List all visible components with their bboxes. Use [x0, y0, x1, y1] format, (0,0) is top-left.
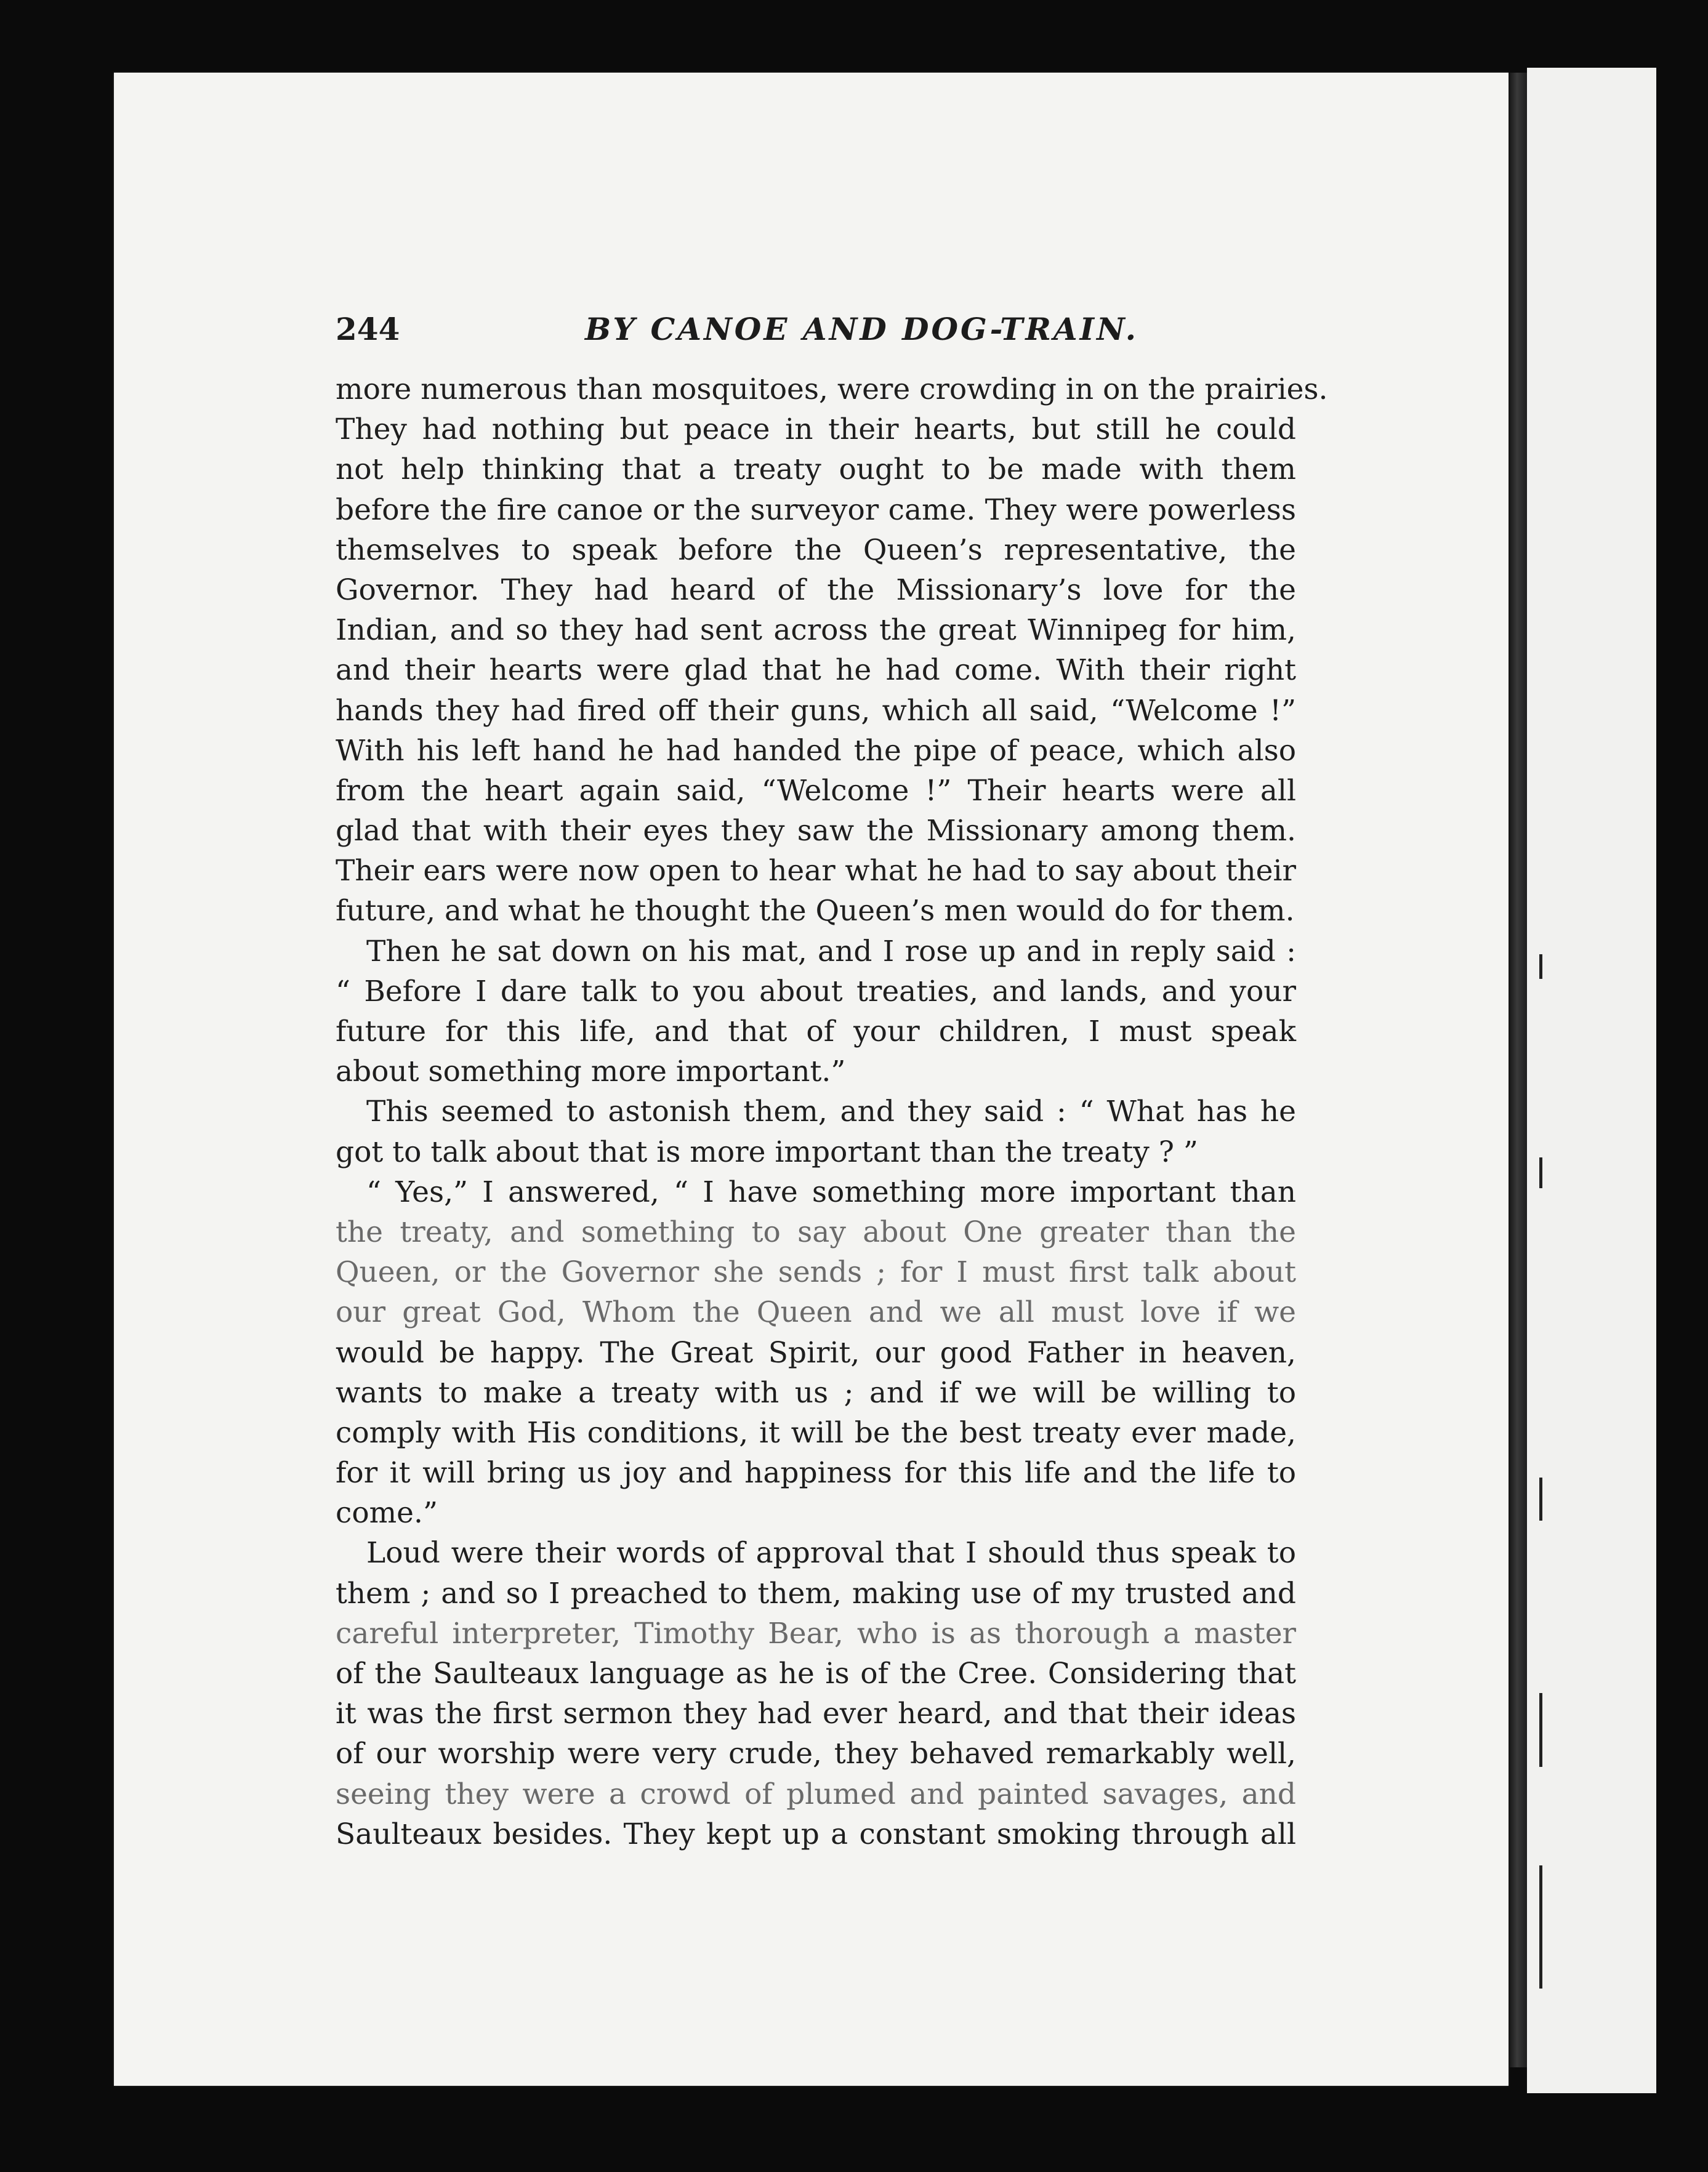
- text-line: “ Before I dare talk to you about treaties, and lands, and your: [336, 974, 1296, 1008]
- text-line: our great God, Whom the Queen and we all must love if we: [336, 1295, 1296, 1330]
- text-line: from the heart again said, “Welcome !” Their hearts were all: [336, 773, 1296, 808]
- text-line: not help thinking that a treaty ought to be made with them: [336, 452, 1296, 487]
- body-text: [336, 369, 1328, 1854]
- text-line: and their hearts were glad that he had come. With their right: [336, 653, 1296, 688]
- text-line: it was the first sermon they had ever heard, and that their ideas: [336, 1697, 1296, 1731]
- facing-page-edge: [1527, 68, 1656, 2093]
- text-line: future for this life, and that of your children, I must speak: [336, 1015, 1296, 1048]
- text-line: of the Saulteaux language as he is of the Cree. Considering that: [336, 1657, 1296, 1691]
- running-title: BY CANOE AND DOG-TRAIN.: [585, 311, 1138, 347]
- text-line: careful interpreter, Timothy Bear, who is as thorough a master: [336, 1616, 1296, 1651]
- text-line: come.”: [336, 1496, 438, 1530]
- scan-bottom-border: [0, 2093, 1708, 2172]
- page-number: 244: [336, 311, 400, 347]
- edge-marks: [1539, 954, 1545, 2001]
- text-line: for it will bring us joy and happiness for this life and the life to: [336, 1456, 1296, 1490]
- text-line: got to talk about that is more important than the treaty ? ”: [336, 1135, 1198, 1169]
- text-line: hands they had fired off their guns, which all said, “Welcome !”: [336, 693, 1296, 728]
- text-line: them ; and so I preached to them, making use of my trusted and: [336, 1576, 1296, 1611]
- text-line: would be happy. The Great Spirit, our good Father in heaven,: [336, 1335, 1296, 1370]
- text-line: the treaty, and something to say about One greater than the: [336, 1215, 1296, 1249]
- text-line: themselves to speak before the Queen’s representative, the: [336, 533, 1296, 567]
- text-line: Their ears were now open to hear what he had to say about their: [336, 854, 1296, 888]
- text-line: future, and what he thought the Queen’s men would do for them.: [336, 894, 1295, 928]
- text-line: before the fire canoe or the surveyor came. They were powerless: [336, 493, 1296, 527]
- text-line: of our worship were very crude, they behaved remarkably well,: [336, 1737, 1296, 1771]
- text-line: “ Yes,” I answered, “ I have something more important than: [366, 1175, 1296, 1209]
- text-line: Then he sat down on his mat, and I rose up and in reply said :: [366, 934, 1296, 968]
- text-line: They had nothing but peace in their hearts, but still he could: [336, 412, 1296, 447]
- text-line: about something more important.”: [336, 1055, 846, 1089]
- text-line: seeing they were a crowd of plumed and painted savages, and: [336, 1777, 1296, 1811]
- text-line: Queen, or the Governor she sends ; for I must first talk about: [336, 1255, 1296, 1290]
- running-head: [336, 311, 1296, 360]
- text-line: Indian, and so they had sent across the great Winnipeg for him,: [336, 613, 1296, 648]
- text-line: Saulteaux besides. They kept up a constant smoking through all: [336, 1817, 1296, 1851]
- text-line: With his left hand he had handed the pipe of peace, which also: [336, 733, 1296, 768]
- text-line: This seemed to astonish them, and they said : “ What has he: [366, 1095, 1296, 1129]
- text-line: glad that with their eyes they saw the Missionary among them.: [336, 814, 1296, 848]
- text-line: more numerous than mosquitoes, were crowding in on the prairies.: [336, 372, 1328, 406]
- text-line: Governor. They had heard of the Missionary’s love for the: [336, 573, 1296, 607]
- text-line: Loud were their words of approval that I should thus speak to: [366, 1536, 1296, 1571]
- text-line: comply with His conditions, it will be the best treaty ever made,: [336, 1415, 1296, 1450]
- text-line: wants to make a treaty with us ; and if we will be willing to: [336, 1375, 1296, 1410]
- page-edge-shadow: [1510, 73, 1528, 2067]
